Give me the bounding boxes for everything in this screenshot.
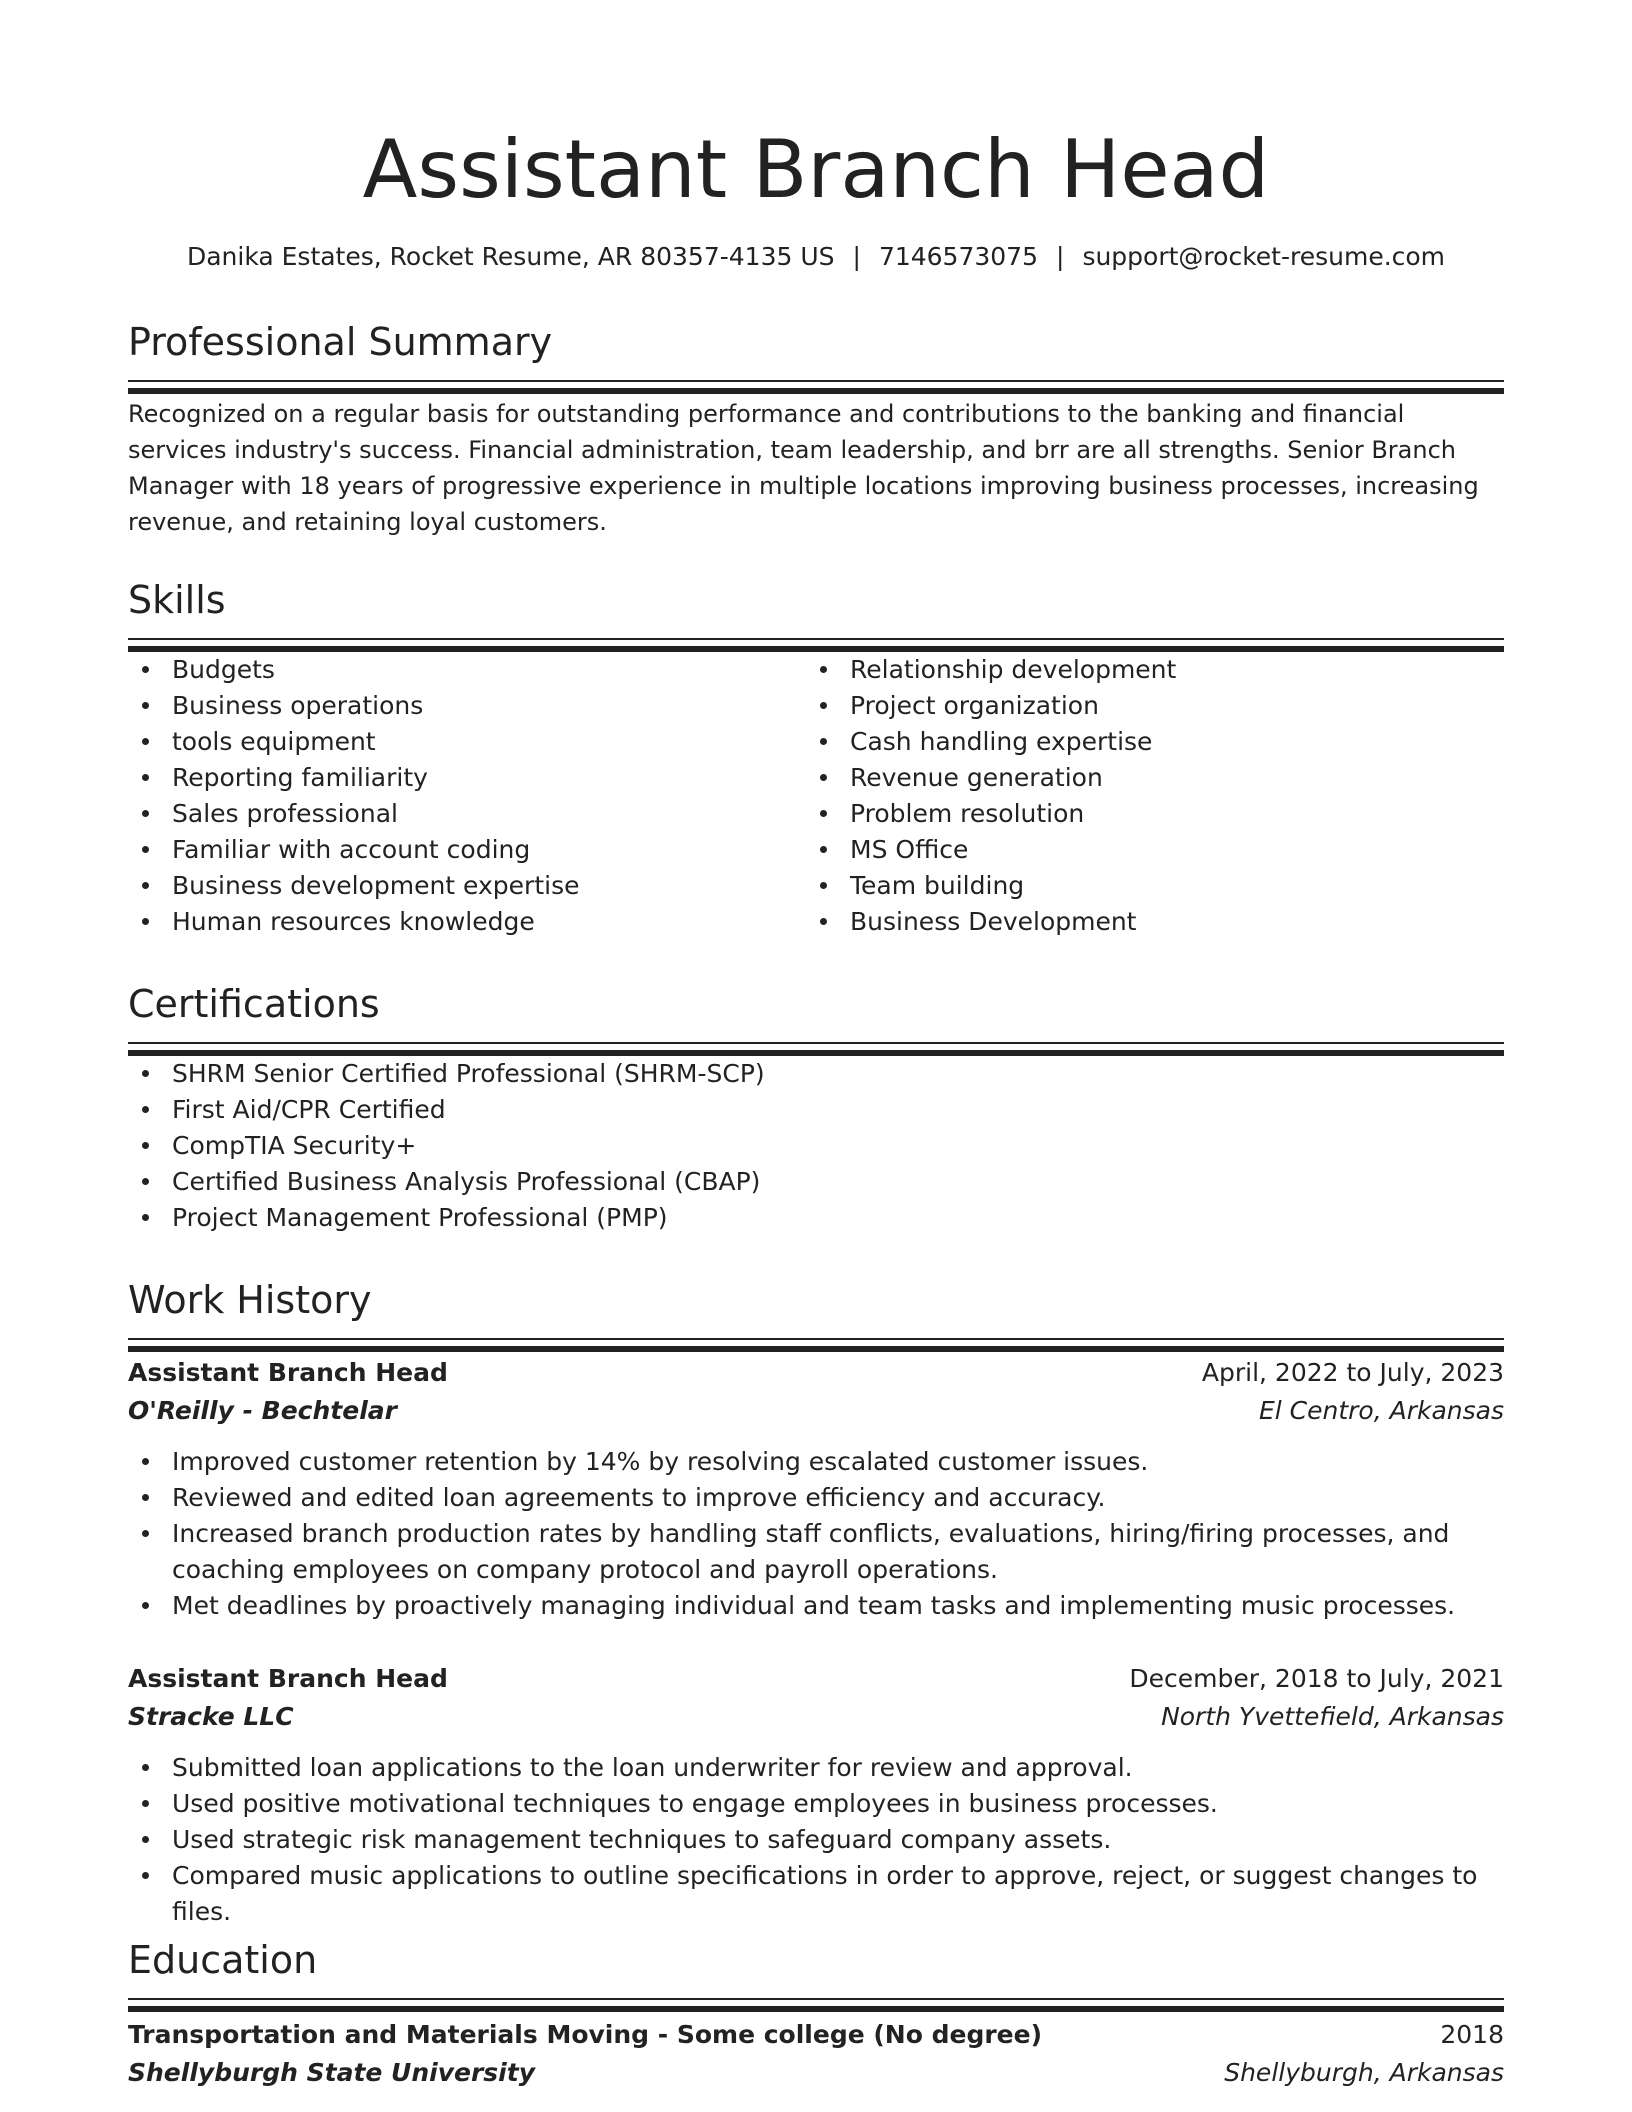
job-title: Assistant Branch Head [128, 1664, 448, 1693]
contact-email: support@rocket-resume.com [1082, 242, 1446, 271]
contact-line [128, 240, 1504, 274]
skill-item: Reporting familiarity [128, 760, 806, 796]
skill-item: Business development expertise [128, 868, 806, 904]
section-title: Education [128, 1938, 318, 1982]
resume-name: Assistant Branch Head [362, 123, 1270, 216]
job-bullet: Reviewed and edited loan agreements to improve efficiency and accuracy. [128, 1480, 1504, 1516]
job-bullet: Improved customer retention by 14% by resolving escalated customer issues. [128, 1444, 1504, 1480]
contact-address: Danika Estates, Rocket Resume, AR 80357-4135 US [186, 242, 835, 271]
section-title: Certifications [128, 982, 380, 1026]
job-bullet: Increased branch production rates by handling staff conflicts, evaluations, hiring/firing processes, and coaching employees on company protocol and payroll operations. [128, 1516, 1504, 1588]
skill-item: Business operations [128, 688, 806, 724]
contact-phone: 7146573075 [878, 242, 1038, 271]
job-bullets [128, 1750, 1504, 1930]
job-entry [128, 1660, 1504, 1930]
skill-item: Revenue generation [806, 760, 1484, 796]
education-year: 2018 [1440, 2020, 1504, 2049]
contact-separator: | [1056, 242, 1065, 271]
skill-item: Business Development [806, 904, 1484, 940]
skills-list-right [806, 652, 1484, 940]
section-education [128, 1936, 1504, 2092]
education-degree: Transportation and Materials Moving - Some college (No degree) [128, 2020, 1043, 2049]
section-title: Professional Summary [128, 320, 553, 364]
skill-item: tools equipment [128, 724, 806, 760]
job-entry [128, 1354, 1504, 1624]
job-title: Assistant Branch Head [128, 1358, 448, 1387]
job-bullets [128, 1444, 1504, 1624]
certification-item: Project Management Professional (PMP) [128, 1200, 1504, 1236]
job-dates: December, 2018 to July, 2021 [1129, 1664, 1504, 1693]
section-title: Work History [128, 1278, 372, 1322]
certifications-list [128, 1056, 1504, 1236]
skill-item: Project organization [806, 688, 1484, 724]
section-title: Skills [128, 578, 226, 622]
job-location: El Centro, Arkansas [1258, 1396, 1504, 1425]
job-bullet: Used positive motivational techniques to engage employees in business processes. [128, 1786, 1504, 1822]
section-work-history [128, 1276, 1504, 1930]
education-location: Shellyburgh, Arkansas [1224, 2058, 1504, 2087]
skill-item: Problem resolution [806, 796, 1484, 832]
certification-item: Certified Business Analysis Professional (CBAP) [128, 1164, 1504, 1200]
resume-page [128, 0, 1504, 2087]
education-entry [128, 2016, 1504, 2092]
job-location: North Yvettefield, Arkansas [1161, 1702, 1504, 1731]
skill-item: Familiar with account coding [128, 832, 806, 868]
education-school: Shellyburgh State University [128, 2058, 535, 2087]
summary-text: Recognized on a regular basis for outstanding performance and contributions to the banking and financial services industry's success. Financial administration, team leadership, and brr are all strengths. Senior Branch Manager with 18 years of progressive experience in multiple locations improving business processes, increasing revenue, and retaining loyal customers. [128, 400, 1479, 536]
section-skills [128, 576, 1504, 940]
job-bullet: Compared music applications to outline specifications in order to approve, reject, or suggest changes to files. [128, 1858, 1504, 1930]
job-dates: April, 2022 to July, 2023 [1201, 1358, 1504, 1387]
skills-columns [128, 652, 1504, 940]
skills-list-left [128, 652, 806, 940]
section-professional-summary [128, 318, 1504, 540]
certification-item: First Aid/CPR Certified [128, 1092, 1504, 1128]
job-company: O'Reilly - Bechtelar [128, 1396, 397, 1425]
skill-item: MS Office [806, 832, 1484, 868]
skill-item: Cash handling expertise [806, 724, 1484, 760]
skill-item: Team building [806, 868, 1484, 904]
skill-item: Sales professional [128, 796, 806, 832]
section-certifications [128, 980, 1504, 1236]
job-bullet: Met deadlines by proactively managing individual and team tasks and implementing music processes. [128, 1588, 1504, 1624]
skill-item: Relationship development [806, 652, 1484, 688]
job-bullet: Used strategic risk management techniques to safeguard company assets. [128, 1822, 1504, 1858]
certification-item: CompTIA Security+ [128, 1128, 1504, 1164]
skill-item: Human resources knowledge [128, 904, 806, 940]
job-company: Stracke LLC [128, 1702, 294, 1731]
contact-separator: | [852, 242, 861, 271]
job-bullet: Submitted loan applications to the loan underwriter for review and approval. [128, 1750, 1504, 1786]
certification-item: SHRM Senior Certified Professional (SHRM-SCP) [128, 1056, 1504, 1092]
skill-item: Budgets [128, 652, 806, 688]
